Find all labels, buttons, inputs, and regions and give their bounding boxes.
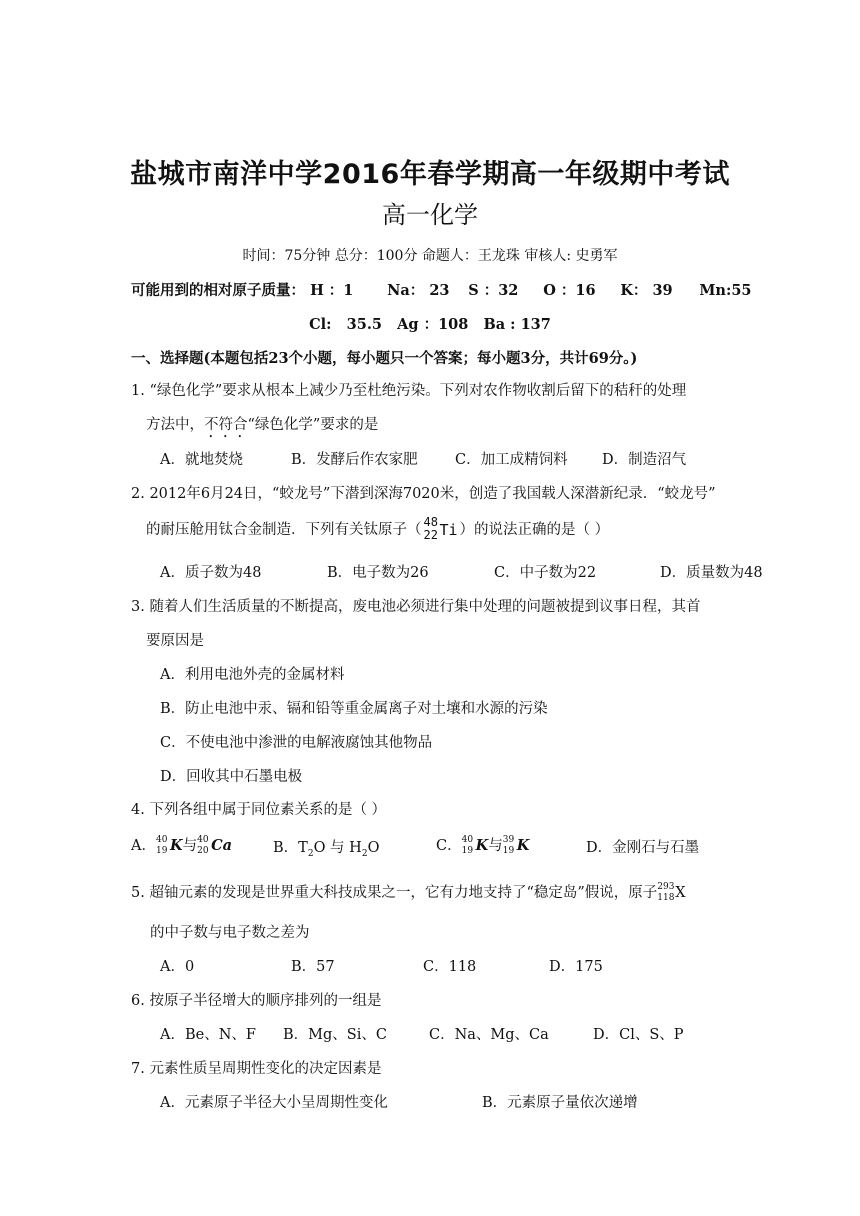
x-mass: 293	[657, 882, 675, 892]
k39-mass: 39	[502, 835, 515, 845]
q5-stem-part: 5. 超铀元素的发现是世界重大科技成果之一，它有力地支持了“稳定岛”假说，原子	[131, 885, 658, 901]
q1-option-a: A．就地焚烧	[160, 452, 243, 468]
mass-o: O ：16	[543, 282, 596, 299]
mass-mn: Mn:55	[699, 282, 752, 299]
subscript: 2	[307, 848, 314, 859]
q6-option-d: D．Cl、S、P	[593, 1027, 684, 1043]
k39-isotope	[503, 836, 517, 856]
mass-k: K： 39	[620, 282, 673, 299]
ca40-isotope	[197, 836, 211, 856]
k39-number: 19	[502, 846, 515, 856]
ti-mass: 48	[423, 515, 438, 529]
subject-title: 高一化学	[382, 201, 478, 229]
q1-stem-line1: 1. “绿色化学”要求从根本上减少乃至杜绝污染。下列对农作物收割后留下的秸秆的处理	[131, 383, 687, 399]
k-symbol: K	[516, 837, 530, 854]
q7-option-a: A．元素原子半径大小呈周期性变化	[160, 1095, 388, 1111]
q1-stem-part: “绿色化学”要求的是	[247, 417, 379, 433]
mass-na: Na： 23	[387, 282, 450, 299]
q5-option-a: A．0	[160, 959, 195, 975]
q2-stem-part: ）的说法正确的是（ ）	[459, 522, 610, 538]
k40-isotope	[156, 836, 170, 856]
q4-b-end: O	[367, 840, 380, 856]
q1-stem-line2	[146, 415, 378, 441]
q2-option-d: D．质量数为48	[660, 565, 763, 581]
mass-s: S ：32	[468, 282, 519, 299]
and-text: 与	[488, 838, 503, 854]
exam-title: 盐城市南洋中学2016年春学期高一年级期中考试	[130, 159, 730, 190]
q3-option-c: C．不使电池中渗泄的电解液腐蚀其他物品	[160, 735, 433, 751]
x293-isotope	[657, 883, 675, 903]
exam-info: 时间：75分钟 总分：100分 命题人：王龙珠 审核人: 史勇军	[242, 248, 618, 264]
q7-option-b: B．元素原子量依次递增	[482, 1095, 638, 1111]
k40-number: 19	[155, 846, 168, 856]
q5-stem-line1	[131, 883, 686, 903]
q7-stem: 7. 元素性质呈周期性变化的决定因素是	[131, 1061, 382, 1077]
k40-mass: 40	[461, 835, 474, 845]
q4-a-label: A．	[131, 838, 156, 854]
k40-isotope	[462, 836, 476, 856]
atomic-mass-line-1	[131, 281, 752, 301]
q6-option-c: C．Na、Mg、Ca	[429, 1027, 549, 1043]
ti-number: 22	[423, 528, 438, 542]
q1-option-b: B．发酵后作农家肥	[291, 452, 418, 468]
mass-h: H ：1	[310, 282, 354, 299]
q2-stem-line1: 2. 2012年6月24日，“蛟龙号”下潜到深海7020米，创造了我国载人深潜新纪录．“蛟龙号”	[131, 486, 716, 502]
k-symbol: K	[475, 837, 489, 854]
q6-option-a: A．Be、N、F	[160, 1027, 256, 1043]
subscript: 2	[361, 848, 368, 859]
q3-option-b: B．防止电池中汞、镉和铅等重金属离子对土壤和水源的污染	[160, 701, 548, 717]
section-heading: 一、选择题(本题包括23个小题，每小题只一个答案；每小题3分，共计69分。)	[131, 350, 638, 367]
q3-option-a: A．利用电池外壳的金属材料	[160, 667, 345, 683]
q4-option-d: D．金刚石与石墨	[586, 840, 700, 856]
q2-option-b: B．电子数为26	[327, 565, 429, 581]
ca40-number: 20	[197, 846, 209, 856]
k-symbol: K	[169, 837, 183, 854]
q4-option-c	[436, 836, 529, 856]
x-symbol: X	[675, 885, 686, 901]
q2-stem-part: 的耐压舱用钛合金制造．下列有关钛原子（	[146, 522, 422, 538]
ca-symbol: Ca	[211, 837, 233, 854]
q4-b-mid: O 与 H	[313, 840, 362, 856]
q3-stem-line2: 要原因是	[146, 633, 204, 649]
q6-stem: 6. 按原子半径增大的顺序排列的一组是	[131, 993, 382, 1009]
q6-option-b: B．Mg、Si、C	[283, 1027, 387, 1043]
q1-option-d: D．制造沼气	[602, 452, 687, 468]
q5-option-c: C．118	[423, 959, 477, 975]
q2-stem-line2	[146, 515, 610, 542]
q4-option-a	[131, 836, 232, 856]
q5-option-b: B．57	[291, 959, 335, 975]
q4-b-label: B．T	[273, 840, 308, 856]
q2-option-a: A．质子数为48	[160, 565, 262, 581]
k40-mass: 40	[155, 835, 168, 845]
ca40-mass: 40	[197, 835, 209, 845]
q4-c-label: C．	[436, 838, 462, 854]
x-number: 118	[657, 893, 675, 903]
ti-symbol: Ti	[439, 521, 458, 539]
and-text: 与	[182, 838, 198, 854]
atomic-mass-label: 可能用到的相对原子质量：	[131, 282, 305, 299]
titanium-isotope	[422, 515, 460, 542]
q5-stem-line2: 的中子数与电子数之差为	[150, 925, 310, 941]
k40-number: 19	[461, 846, 474, 856]
q1-emphasis: 不符合	[204, 417, 248, 433]
q1-option-c: C．加工成精饲料	[455, 452, 568, 468]
q3-stem-line1: 3. 随着人们生活质量的不断提高，废电池必须进行集中处理的问题被提到议事日程，其首	[131, 599, 701, 615]
q4-stem: 4. 下列各组中属于同位素关系的是（ ）	[131, 802, 387, 818]
q3-option-d: D．回收其中石墨电极	[160, 769, 303, 785]
q4-option-b	[273, 838, 379, 864]
q5-option-d: D．175	[549, 959, 603, 975]
q2-option-c: C．中子数为22	[494, 565, 597, 581]
atomic-mass-line-2: Cl: 35.5 Ag ：108 Ba : 137	[309, 316, 551, 333]
q1-stem-part: 方法中，	[146, 417, 204, 433]
